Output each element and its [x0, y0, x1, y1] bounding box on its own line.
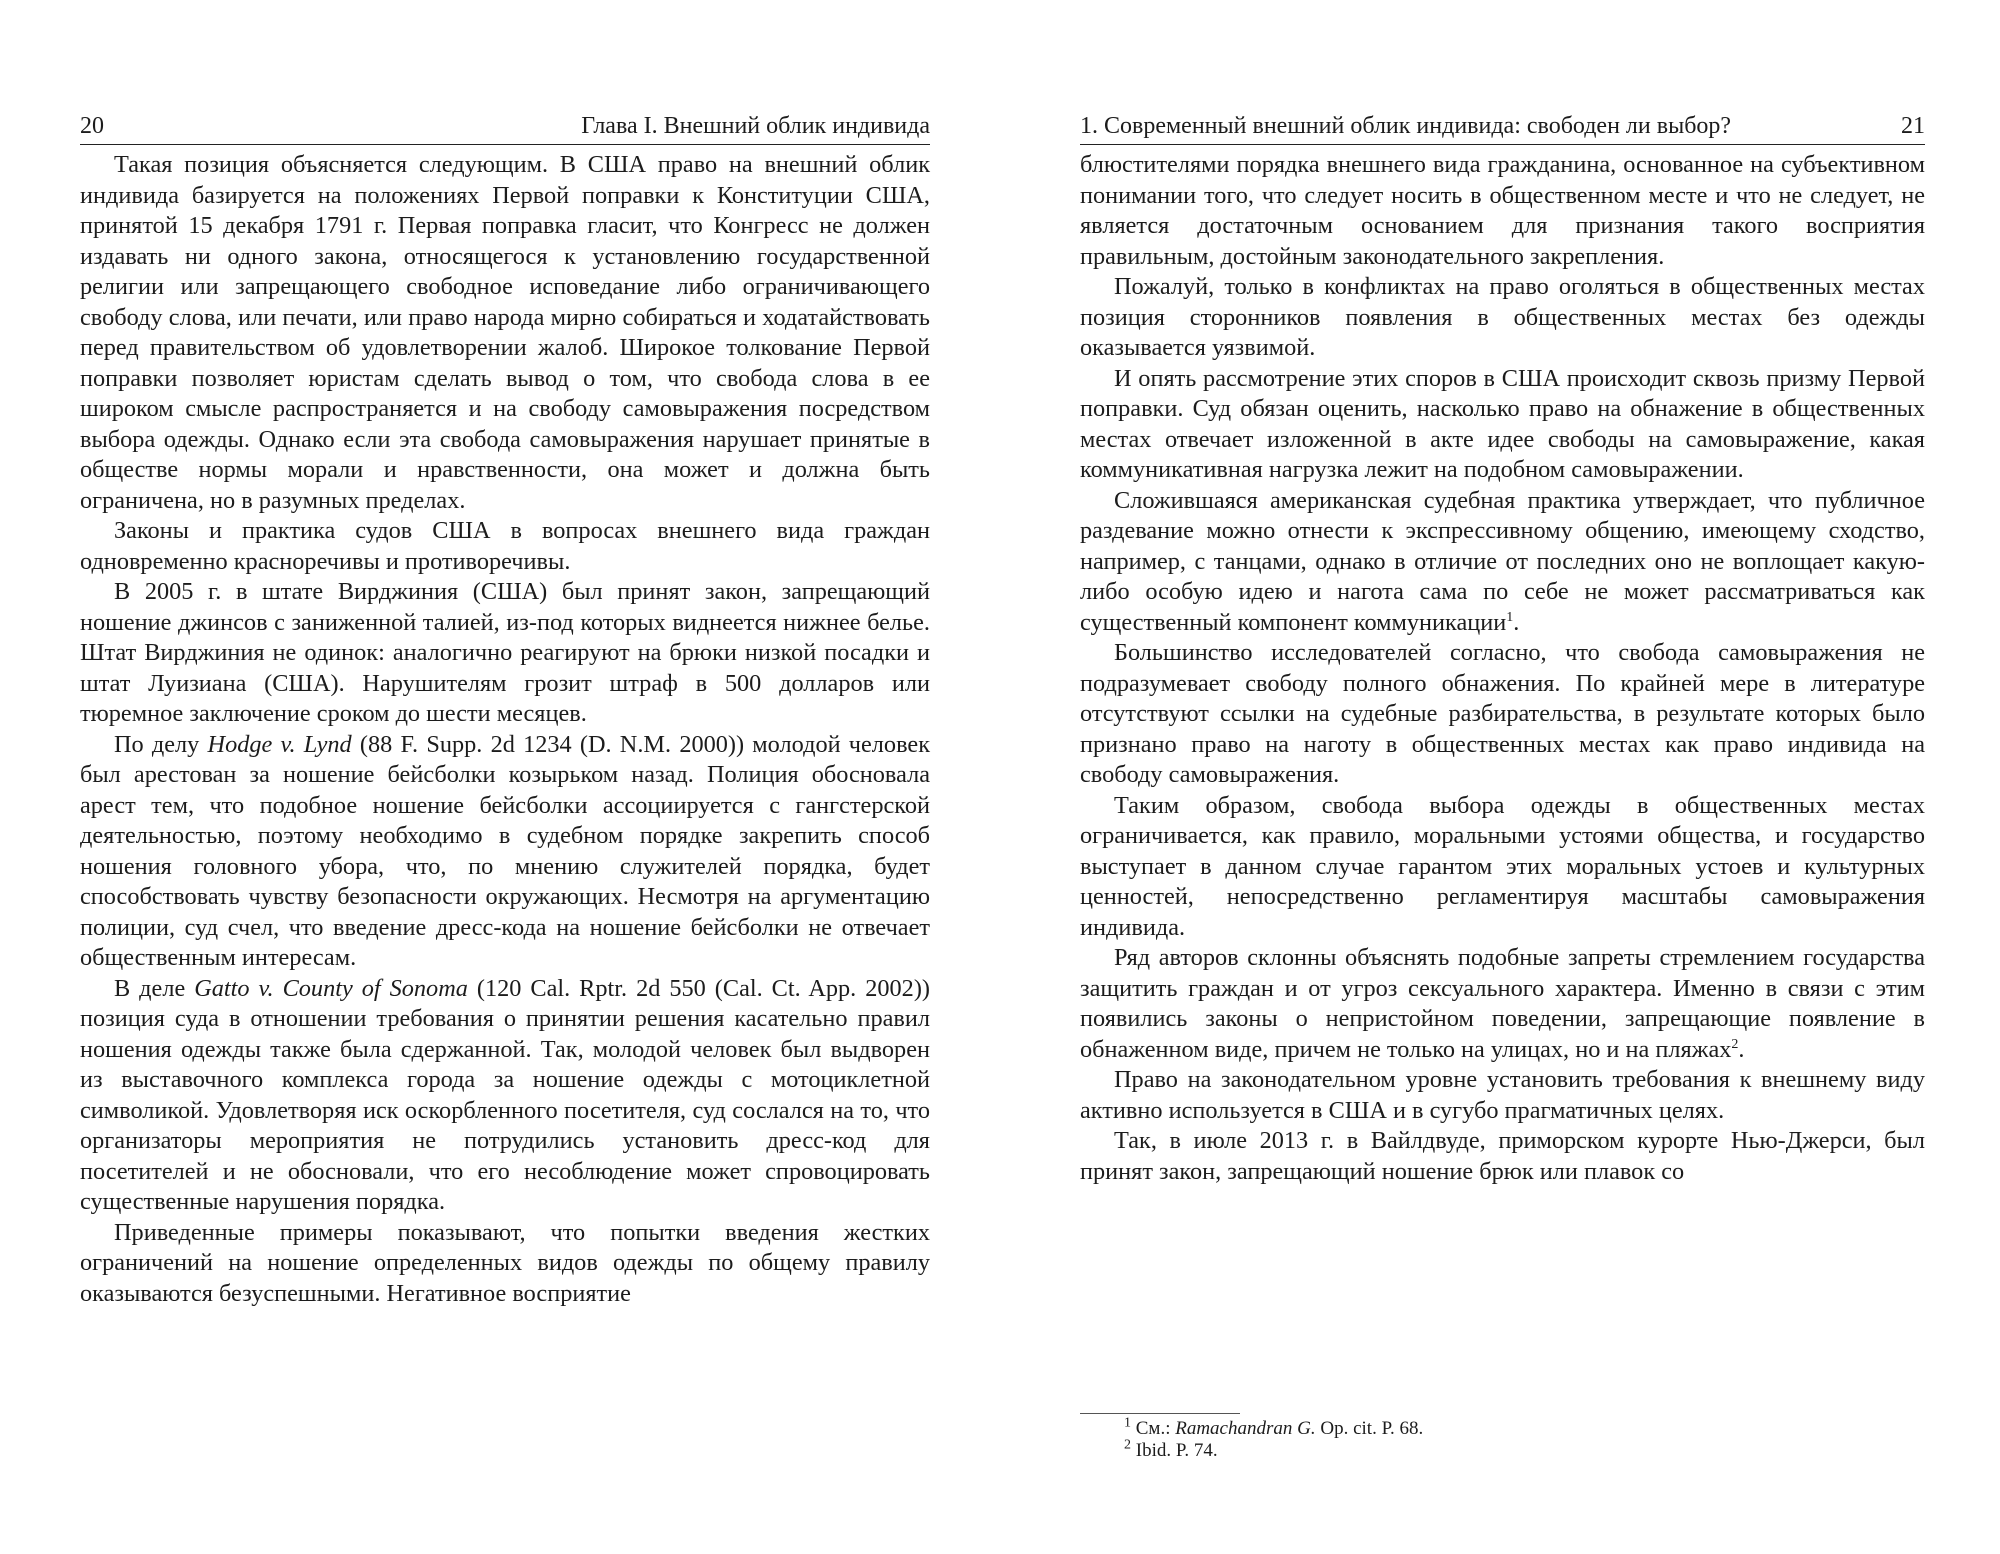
right-page: [1000, 0, 2000, 1554]
paragraph: Право на законодательном уровне установить требования к внешнему виду активно используется в США и в сугубо прагматичных целях.: [1080, 1066, 1925, 1124]
right-page-header: [1080, 108, 1925, 145]
footnotes: [1080, 1413, 1925, 1462]
paragraph: В 2005 г. в штате Вирджиния (США) был принят закон, запрещающий ношение джинсов с заниженной талией, из-под которых виднеется нижнее белье. Штат Вирджиния не одинок: аналогично реагируют на брюки низкой посадки и штат Луизиана (США). Нарушителям грозит штраф в 500 долларов или тюремное заключение сроком до шести месяцев.: [80, 578, 930, 727]
paragraph: Так, в июле 2013 г. в Вайлдвуде, приморском курорте Нью-Джерси, был принят закон, запрещающий ношение брюк или плавок со: [1080, 1127, 1925, 1185]
paragraph-case-gatto: [80, 974, 930, 1218]
paragraph-end: .: [1513, 608, 1520, 636]
running-head: 1. Современный внешний облик индивида: свободен ли выбор?: [1080, 113, 1732, 139]
paragraph: Законы и практика судов США в вопросах внешнего вида граждан одновременно красноречивы и противоречивы.: [80, 517, 930, 575]
case-name: Gatto v. County of Sonoma: [194, 974, 468, 1002]
footnote-text: Ibid. P. 74.: [1135, 1440, 1218, 1461]
running-head: Глава I. Внешний облик индивида: [581, 113, 930, 139]
paragraph: Таким образом, свобода выбора одежды в общественных местах ограничивается, как правило, моральными устоями общества, и государство выступает в данном случае гарантом этих моральных устоев и культурных ценностей, непосредственно регламентируя масштабы самовыражения индивида.: [1080, 791, 1925, 941]
paragraph-case-hodge: [80, 730, 930, 974]
footnote: [1080, 1415, 1925, 1440]
paragraph-with-footnote: [1080, 943, 1925, 1065]
left-page-body: [80, 150, 930, 1309]
page-number: 20: [80, 113, 104, 139]
footnote-rule: [1080, 1413, 1240, 1414]
case-text: (88 F. Supp. 2d 1234 (D. N.M. 2000)) молодой человек был арестован за ношение бейсболки козырьком назад. Полиция обосновала арест тем, что подобное ношение бейсболки ассоциируется с гангстерской деятельностью, поэтому необходимо в судебном порядке закрепить способ ношения головного убора, что, по мнению служителей порядка, будет способствовать чувству безопасности окружающих. Несмотря на аргументацию полиции, суд счел, что введение дресс-кода на ношение бейсболки не отвечает общественным интересам.: [80, 730, 930, 971]
paragraph-continuation: блюстителями порядка внешнего вида гражданина, основанное на субъективном понимании того, что следует носить в общественном месте и что не следует, не является достаточным основанием для признания такого восприятия правильным, достойным законодательного закрепления.: [1080, 151, 1925, 270]
footnote-mark: 2: [1124, 1437, 1131, 1453]
case-lead: По делу: [114, 730, 208, 758]
page-number: 21: [1901, 113, 1925, 139]
paragraph-end: .: [1738, 1035, 1745, 1063]
case-text: (120 Cal. Rptr. 2d 550 (Cal. Ct. App. 2002)) позиция суда в отношении требования о принятии решения касательно правил ношения одежды также была сдержанной. Так, молодой человек был выдворен из выставочного комплекса города за ношение одежды с мотоциклетной символикой. Удовлетворяя иск оскорбленного посетителя, суд сослался на то, что организаторы мероприятия не потрудились установить дресс-код для посетителей и не обосновали, что его несоблюдение может спровоцировать существенные нарушения порядка.: [80, 974, 930, 1215]
paragraph: Такая позиция объясняется следующим. В США право на внешний облик индивида базируется на положениях Первой поправки к Конституции США, принятой 15 декабря 1791 г. Первая поправка гласит, что Конгресс не должен издавать ни одного закона, относящегося к установлению государственной религии или запрещающего свободное исповедание либо ограничивающего свободу слова, или печати, или право народа мирно собираться и ходатайствовать перед правительством об удовлетворении жалоб. Широкое толкование Первой поправки позволяет юристам сделать вывод о том, что свобода слова в ее широком смысле распространяется и на свободу самовыражения посредством выбора одежды. Однако если эта свобода самовыражения нарушает принятые в обществе нормы морали и нравственности, она может и должна быть ограничена, но в разумных пределах.: [80, 151, 930, 514]
footnote-ref[interactable]: 2: [1731, 1036, 1739, 1052]
case-name: Hodge v. Lynd: [207, 730, 352, 758]
paragraph-text: Ряд авторов склонны объяснять подобные запреты стремлением государства защитить граждан и от угроз сексуального характера. Именно в связи с этим появились законы о непристойном поведении, запрещающие появление в обнаженном виде, причем не только на улицах, но и на пляжах: [1080, 944, 1925, 1063]
paragraph-text: Сложившаяся американская судебная практика утверждает, что публичное раздевание можно отнести к экспрессивному общению, имеющему сходство, например, с танцами, однако в отличие от последних оно не воплощает какую-либо особую идею и нагота сама по себе не может рассматриваться как существенный компонент коммуникации: [1080, 486, 1925, 636]
paragraph: Пожалуй, только в конфликтах на право оголяться в общественных местах позиция сторонников появления в общественных местах без одежды оказывается уязвимой.: [1080, 273, 1925, 361]
footnote-author: Ramachandran G.: [1175, 1418, 1316, 1439]
case-lead: В деле: [114, 974, 195, 1002]
footnote-mark: 1: [1124, 1415, 1131, 1431]
left-page-header: [80, 108, 930, 145]
footnote: [1080, 1437, 1925, 1462]
paragraph: И опять рассмотрение этих споров в США происходит сквозь призму Первой поправки. Суд обязан оценить, насколько право на обнажение в общественных местах отвечает изложенной в акте идее свободы на самовыражение, какая коммуникативная нагрузка лежит на подобном самовыражении.: [1080, 364, 1925, 483]
paragraph-with-footnote: [1080, 486, 1925, 639]
paragraph: Приведенные примеры показывают, что попытки введения жестких ограничений на ношение определенных видов одежды по общему правилу оказываются безуспешными. Негативное восприятие: [80, 1218, 930, 1307]
footnote-text: Op. cit. P. 68.: [1315, 1418, 1424, 1439]
right-page-body: [1080, 150, 1925, 1187]
footnote-lead: См.:: [1135, 1418, 1176, 1439]
footnote-ref[interactable]: 1: [1506, 609, 1514, 625]
paragraph: Большинство исследователей согласно, что свобода самовыражения не подразумевает свободу полного обнажения. По крайней мере в литературе отсутствуют ссылки на судебные разбирательства, в результате которых было признано право на наготу в общественных местах как право индивида на свободу самовыражения.: [1080, 639, 1925, 788]
